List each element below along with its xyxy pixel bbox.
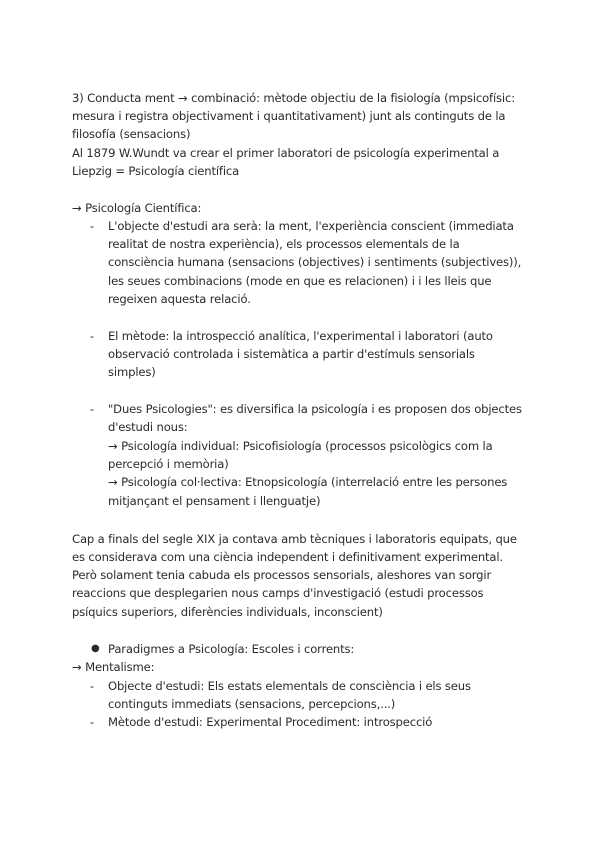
text-line: psíquics superiors, diferències individuals, inconscient) [72, 605, 383, 619]
list-item-line: El mètode: la introspecció analítica, l'experimental i laboratori (auto [108, 329, 493, 343]
list-item-line: percepció i memòria) [108, 457, 229, 471]
list-item-line: Paradigmes a Psicología: Escoles i corrents: [108, 642, 355, 656]
text-line: reaccions que desplegarien nous camps d'investigació (estudi processos [72, 586, 484, 600]
list-item-line: → Psicología individual: Psicofisiología (processos psicològics com la [108, 439, 493, 453]
list-item-line: regeixen aquesta relació. [108, 292, 251, 306]
text-line: mesura i registra objectivament i quantitativament) junt als continguts de la [72, 109, 506, 123]
text-line: Però solament tenia cabuda els processos sensorials, aleshores van sorgir [72, 568, 492, 582]
list-item-line: mitjançant el pensament i llenguatje) [108, 494, 321, 508]
dash-marker: - [90, 679, 95, 693]
dash-marker: - [90, 329, 95, 343]
dash-marker: - [90, 402, 95, 416]
list-item-line: "Dues Psicologies": es diversifica la psicología i es proposen dos objectes [108, 402, 522, 416]
list-item-line: consciència humana (sensacions (objectives) i sentiments (subjectives)), [108, 255, 522, 269]
text-line: Liepzig = Psicología científica [72, 164, 240, 178]
list-item-line: simples) [108, 365, 156, 379]
list-item-line: realitat de nostra experiència), els processos elementals de la [108, 237, 460, 251]
list-item-line: → Psicología col·lectiva: Etnopsicología (interrelació entre les persones [108, 475, 508, 489]
text-line: Cap a finals del segle XIX ja contava amb tècniques i laboratoris equipats, que [72, 532, 517, 546]
text-line: Al 1879 W.Wundt va crear el primer laboratori de psicología experimental a [72, 146, 500, 160]
list-item-line: L'objecte d'estudi ara serà: la ment, l'experiència conscient (immediata [108, 219, 514, 233]
list-item-line: continguts immediats (sensacions, percepcions,...) [108, 697, 396, 711]
text-line: 3) Conducta ment → combinació: mètode objectiu de la fisiología (mpsicofísic: [72, 91, 515, 105]
list-item-line: d'estudi nous: [108, 420, 188, 434]
bullet-marker: ● [91, 643, 100, 654]
dash-marker: - [90, 219, 95, 233]
list-item-line: observació controlada i sistemàtica a partir d'estímuls sensorials [108, 347, 475, 361]
text-line: es considerava com una ciència independent i definitivament experimental. [72, 550, 503, 564]
text-line: filosofía (sensacions) [72, 127, 191, 141]
list-item-line: Mètode d'estudi: Experimental Procediment: introspecció [108, 715, 433, 729]
section-heading: → Psicología Científica: [72, 201, 202, 215]
list-item-line: Objecte d'estudi: Els estats elementals de consciència i els seus [108, 679, 471, 693]
section-heading: → Mentalisme: [72, 660, 155, 674]
dash-marker: - [90, 715, 95, 729]
list-item-line: les seues combinacions (mode en que es relacionen) i i les lleis que [108, 274, 492, 288]
